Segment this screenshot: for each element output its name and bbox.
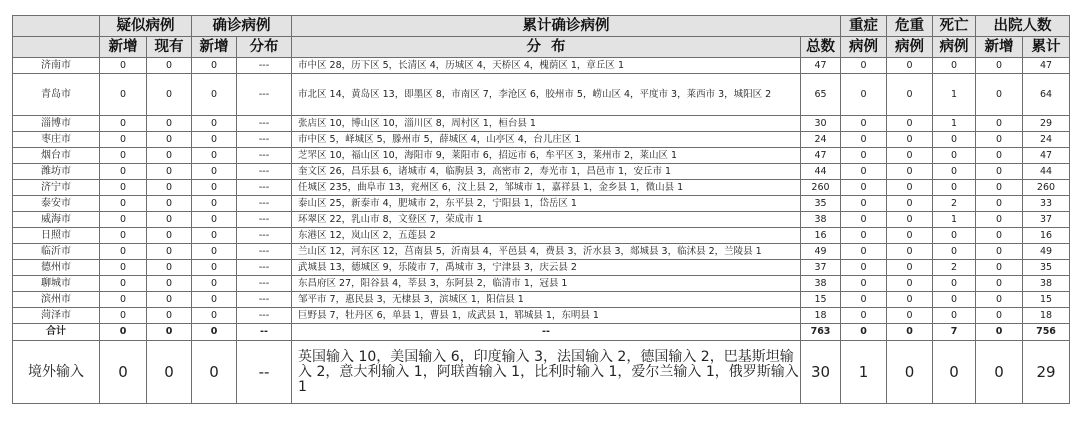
suspected-current-cell: 0 (147, 74, 192, 116)
table-body (13, 58, 1070, 404)
city-cell: 菏泽市 (13, 308, 100, 324)
suspected-current-cell: 0 (147, 341, 192, 404)
city-cell: 青岛市 (13, 74, 100, 116)
discharged-new-cell: 0 (976, 212, 1023, 228)
critical-cell: 0 (887, 308, 933, 324)
header-row-1 (13, 16, 1070, 37)
table-row (13, 74, 1070, 116)
header-discharged-total: 累计 (1023, 37, 1070, 58)
discharged-total-cell: 756 (1023, 324, 1070, 341)
critical-cell: 0 (887, 196, 933, 212)
distribution-cell: 芝罘区 10，福山区 10，海阳市 9，莱阳市 6，招远市 6，牟平区 3，莱州市 2，莱山区 1 (292, 148, 801, 164)
confirmed-new-cell: 0 (192, 276, 237, 292)
table-row (13, 308, 1070, 324)
header-severe: 重症 (841, 16, 887, 37)
severe-cell: 0 (841, 244, 887, 260)
header-suspected-new: 新增 (100, 37, 147, 58)
table-row (13, 292, 1070, 308)
severe-cell: 0 (841, 324, 887, 341)
suspected-current-cell: 0 (147, 196, 192, 212)
discharged-new-cell: 0 (976, 132, 1023, 148)
total-cell: 763 (801, 324, 841, 341)
header-death: 死亡 (933, 16, 976, 37)
distribution-cell: -- (292, 324, 801, 341)
confirmed-distribution-cell: --- (237, 308, 292, 324)
distribution-cell: 兰山区 12，河东区 12，莒南县 5，沂南县 4，平邑县 4，费县 3，沂水县 3，郯城县 3，临沭县 2，兰陵县 1 (292, 244, 801, 260)
table-row (13, 164, 1070, 180)
critical-cell: 0 (887, 58, 933, 74)
total-cell: 44 (801, 164, 841, 180)
distribution-cell: 市中区 5，峄城区 5，滕州市 5，薛城区 4，山亭区 4，台儿庄区 1 (292, 132, 801, 148)
header-city-blank-2 (13, 37, 100, 58)
discharged-new-cell: 0 (976, 260, 1023, 276)
discharged-new-cell: 0 (976, 324, 1023, 341)
table-row (13, 180, 1070, 196)
suspected-new-cell: 0 (100, 228, 147, 244)
death-cell: 0 (933, 148, 976, 164)
suspected-current-cell: 0 (147, 308, 192, 324)
suspected-current-cell: 0 (147, 116, 192, 132)
severe-cell: 0 (841, 148, 887, 164)
discharged-total-cell: 260 (1023, 180, 1070, 196)
discharged-total-cell: 33 (1023, 196, 1070, 212)
critical-cell: 0 (887, 164, 933, 180)
table-row (13, 244, 1070, 260)
header-city-blank (13, 16, 100, 37)
discharged-total-cell: 44 (1023, 164, 1070, 180)
discharged-new-cell: 0 (976, 341, 1023, 404)
suspected-current-cell: 0 (147, 164, 192, 180)
distribution-cell: 泰山区 25，新泰市 4，肥城市 2，东平县 2，宁阳县 1，岱岳区 1 (292, 196, 801, 212)
header-row-2 (13, 37, 1070, 58)
city-cell: 烟台市 (13, 148, 100, 164)
discharged-total-cell: 35 (1023, 260, 1070, 276)
critical-cell: 0 (887, 212, 933, 228)
confirmed-distribution-cell: --- (237, 116, 292, 132)
discharged-new-cell: 0 (976, 292, 1023, 308)
suspected-current-cell: 0 (147, 228, 192, 244)
confirmed-new-cell: 0 (192, 212, 237, 228)
confirmed-new-cell: 0 (192, 308, 237, 324)
header-suspected: 疑似病例 (100, 16, 192, 37)
city-cell: 潍坊市 (13, 164, 100, 180)
critical-cell: 0 (887, 341, 933, 404)
confirmed-new-cell: 0 (192, 324, 237, 341)
death-cell: 0 (933, 244, 976, 260)
city-cell: 德州市 (13, 260, 100, 276)
death-cell: 0 (933, 164, 976, 180)
death-cell: 0 (933, 341, 976, 404)
death-cell: 2 (933, 260, 976, 276)
critical-cell: 0 (887, 324, 933, 341)
discharged-total-cell: 47 (1023, 58, 1070, 74)
city-cell: 滨州市 (13, 292, 100, 308)
suspected-new-cell: 0 (100, 341, 147, 404)
suspected-new-cell: 0 (100, 58, 147, 74)
discharged-new-cell: 0 (976, 58, 1023, 74)
city-cell: 临沂市 (13, 244, 100, 260)
covid-case-table-container (12, 15, 1069, 404)
discharged-total-cell: 24 (1023, 132, 1070, 148)
city-cell: 聊城市 (13, 276, 100, 292)
death-cell: 1 (933, 116, 976, 132)
severe-cell: 0 (841, 228, 887, 244)
distribution-cell: 邹平市 7，惠民县 3，无棣县 3，滨城区 1，阳信县 1 (292, 292, 801, 308)
discharged-total-cell: 64 (1023, 74, 1070, 116)
confirmed-distribution-cell: -- (237, 341, 292, 404)
confirmed-distribution-cell: --- (237, 244, 292, 260)
covid-case-table (12, 15, 1070, 404)
city-cell: 合计 (13, 324, 100, 341)
total-cell: 47 (801, 148, 841, 164)
city-cell: 济宁市 (13, 180, 100, 196)
table-row (13, 132, 1070, 148)
confirmed-new-cell: 0 (192, 228, 237, 244)
suspected-new-cell: 0 (100, 132, 147, 148)
distribution-cell: 市中区 28，历下区 5，长清区 4，历城区 4，天桥区 4，槐荫区 1，章丘区 1 (292, 58, 801, 74)
total-cell: 35 (801, 196, 841, 212)
table-row (13, 212, 1070, 228)
confirmed-new-cell: 0 (192, 148, 237, 164)
confirmed-new-cell: 0 (192, 164, 237, 180)
confirmed-distribution-cell: --- (237, 260, 292, 276)
severe-cell: 0 (841, 58, 887, 74)
suspected-new-cell: 0 (100, 324, 147, 341)
discharged-new-cell: 0 (976, 228, 1023, 244)
discharged-new-cell: 0 (976, 244, 1023, 260)
confirmed-new-cell: 0 (192, 58, 237, 74)
header-confirmed: 确诊病例 (192, 16, 292, 37)
death-cell: 0 (933, 228, 976, 244)
critical-cell: 0 (887, 132, 933, 148)
confirmed-new-cell: 0 (192, 341, 237, 404)
total-row (13, 324, 1070, 341)
confirmed-distribution-cell: --- (237, 228, 292, 244)
header-discharged: 出院人数 (976, 16, 1070, 37)
confirmed-distribution-cell: --- (237, 196, 292, 212)
suspected-new-cell: 0 (100, 196, 147, 212)
suspected-new-cell: 0 (100, 164, 147, 180)
severe-cell: 0 (841, 260, 887, 276)
header-discharged-new: 新增 (976, 37, 1023, 58)
discharged-new-cell: 0 (976, 74, 1023, 116)
death-cell: 0 (933, 132, 976, 148)
city-cell: 淄博市 (13, 116, 100, 132)
discharged-total-cell: 16 (1023, 228, 1070, 244)
distribution-cell: 东昌府区 27，阳谷县 4，莘县 3，东阿县 2，临清市 1，冠县 1 (292, 276, 801, 292)
death-cell: 0 (933, 58, 976, 74)
total-cell: 37 (801, 260, 841, 276)
severe-cell: 0 (841, 308, 887, 324)
confirmed-distribution-cell: --- (237, 292, 292, 308)
suspected-current-cell: 0 (147, 276, 192, 292)
severe-cell: 0 (841, 164, 887, 180)
death-cell: 0 (933, 292, 976, 308)
discharged-total-cell: 49 (1023, 244, 1070, 260)
critical-cell: 0 (887, 74, 933, 116)
city-cell: 日照市 (13, 228, 100, 244)
death-cell: 1 (933, 212, 976, 228)
distribution-cell: 环翠区 22，乳山市 8，文登区 7，荣成市 1 (292, 212, 801, 228)
severe-cell: 0 (841, 180, 887, 196)
discharged-new-cell: 0 (976, 116, 1023, 132)
suspected-current-cell: 0 (147, 260, 192, 276)
confirmed-distribution-cell: --- (237, 180, 292, 196)
header-confirmed-new: 新增 (192, 37, 237, 58)
suspected-current-cell: 0 (147, 132, 192, 148)
header-cumulative-distribution: 分 布 (292, 37, 801, 58)
suspected-current-cell: 0 (147, 180, 192, 196)
confirmed-new-cell: 0 (192, 260, 237, 276)
death-cell: 1 (933, 74, 976, 116)
city-cell: 境外输入 (13, 341, 100, 404)
table-row (13, 260, 1070, 276)
suspected-current-cell: 0 (147, 292, 192, 308)
distribution-cell: 张店区 10，博山区 10，淄川区 8，周村区 1，桓台县 1 (292, 116, 801, 132)
death-cell: 0 (933, 308, 976, 324)
total-cell: 30 (801, 341, 841, 404)
suspected-current-cell: 0 (147, 244, 192, 260)
suspected-new-cell: 0 (100, 292, 147, 308)
suspected-current-cell: 0 (147, 148, 192, 164)
city-cell: 威海市 (13, 212, 100, 228)
distribution-cell: 英国输入 10，美国输入 6，印度输入 3，法国输入 2，德国输入 2，巴基斯坦输入 2，意大利输入 1，阿联酋输入 1，比利时输入 1，爱尔兰输入 1，俄罗斯输入 1 (292, 341, 801, 404)
discharged-new-cell: 0 (976, 196, 1023, 212)
header-confirmed-distribution: 分布 (237, 37, 292, 58)
confirmed-new-cell: 0 (192, 74, 237, 116)
header-critical-cases: 病例 (887, 37, 933, 58)
death-cell: 2 (933, 196, 976, 212)
suspected-current-cell: 0 (147, 58, 192, 74)
discharged-total-cell: 29 (1023, 341, 1070, 404)
discharged-total-cell: 38 (1023, 276, 1070, 292)
city-cell: 济南市 (13, 58, 100, 74)
confirmed-distribution-cell: --- (237, 74, 292, 116)
suspected-new-cell: 0 (100, 116, 147, 132)
header-severe-cases: 病例 (841, 37, 887, 58)
severe-cell: 0 (841, 292, 887, 308)
confirmed-new-cell: 0 (192, 244, 237, 260)
discharged-new-cell: 0 (976, 276, 1023, 292)
suspected-new-cell: 0 (100, 212, 147, 228)
distribution-cell: 东港区 12，岚山区 2，五莲县 2 (292, 228, 801, 244)
suspected-new-cell: 0 (100, 244, 147, 260)
suspected-new-cell: 0 (100, 308, 147, 324)
critical-cell: 0 (887, 228, 933, 244)
total-cell: 49 (801, 244, 841, 260)
death-cell: 7 (933, 324, 976, 341)
confirmed-new-cell: 0 (192, 196, 237, 212)
total-cell: 38 (801, 276, 841, 292)
critical-cell: 0 (887, 148, 933, 164)
confirmed-distribution-cell: --- (237, 276, 292, 292)
critical-cell: 0 (887, 116, 933, 132)
suspected-current-cell: 0 (147, 212, 192, 228)
critical-cell: 0 (887, 276, 933, 292)
total-cell: 38 (801, 212, 841, 228)
discharged-total-cell: 29 (1023, 116, 1070, 132)
total-cell: 15 (801, 292, 841, 308)
confirmed-distribution-cell: --- (237, 212, 292, 228)
confirmed-distribution-cell: --- (237, 164, 292, 180)
total-cell: 47 (801, 58, 841, 74)
confirmed-distribution-cell: --- (237, 132, 292, 148)
total-cell: 16 (801, 228, 841, 244)
severe-cell: 0 (841, 276, 887, 292)
discharged-total-cell: 47 (1023, 148, 1070, 164)
total-cell: 18 (801, 308, 841, 324)
suspected-new-cell: 0 (100, 180, 147, 196)
discharged-new-cell: 0 (976, 308, 1023, 324)
confirmed-distribution-cell: --- (237, 58, 292, 74)
death-cell: 0 (933, 276, 976, 292)
distribution-cell: 市北区 14，黄岛区 13，即墨区 8，市南区 7，李沧区 6，胶州市 5，崂山区 4，平度市 3，莱西市 3，城阳区 2 (292, 74, 801, 116)
discharged-total-cell: 18 (1023, 308, 1070, 324)
total-cell: 30 (801, 116, 841, 132)
total-cell: 24 (801, 132, 841, 148)
distribution-cell: 奎文区 26，昌乐县 6，诸城市 4，临朐县 3，高密市 2，寿光市 1，昌邑市 1，安丘市 1 (292, 164, 801, 180)
table-row (13, 58, 1070, 74)
critical-cell: 0 (887, 292, 933, 308)
total-cell: 65 (801, 74, 841, 116)
table-row (13, 228, 1070, 244)
severe-cell: 0 (841, 196, 887, 212)
discharged-total-cell: 37 (1023, 212, 1070, 228)
discharged-total-cell: 15 (1023, 292, 1070, 308)
critical-cell: 0 (887, 180, 933, 196)
suspected-new-cell: 0 (100, 74, 147, 116)
city-cell: 枣庄市 (13, 132, 100, 148)
table-header (13, 16, 1070, 58)
header-cumulative: 累计确诊病例 (292, 16, 841, 37)
table-row (13, 116, 1070, 132)
suspected-current-cell: 0 (147, 324, 192, 341)
discharged-new-cell: 0 (976, 180, 1023, 196)
header-death-cases: 病例 (933, 37, 976, 58)
suspected-new-cell: 0 (100, 260, 147, 276)
confirmed-new-cell: 0 (192, 116, 237, 132)
discharged-new-cell: 0 (976, 164, 1023, 180)
table-row (13, 276, 1070, 292)
confirmed-distribution-cell: -- (237, 324, 292, 341)
critical-cell: 0 (887, 244, 933, 260)
critical-cell: 0 (887, 260, 933, 276)
city-cell: 泰安市 (13, 196, 100, 212)
suspected-new-cell: 0 (100, 276, 147, 292)
distribution-cell: 巨野县 7，牡丹区 6，单县 1，曹县 1，成武县 1，郓城县 1，东明县 1 (292, 308, 801, 324)
suspected-new-cell: 0 (100, 148, 147, 164)
header-suspected-current: 现有 (147, 37, 192, 58)
death-cell: 0 (933, 180, 976, 196)
distribution-cell: 任城区 235，曲阜市 13，兖州区 6，汶上县 2，邹城市 1，嘉祥县 1，金乡县 1，微山县 1 (292, 180, 801, 196)
imported-cases-row (13, 341, 1070, 404)
header-critical: 危重 (887, 16, 933, 37)
header-cumulative-total: 总数 (801, 37, 841, 58)
confirmed-new-cell: 0 (192, 292, 237, 308)
total-cell: 260 (801, 180, 841, 196)
severe-cell: 0 (841, 116, 887, 132)
severe-cell: 1 (841, 341, 887, 404)
distribution-cell: 武城县 13，德城区 9，乐陵市 7，禹城市 3，宁津县 3，庆云县 2 (292, 260, 801, 276)
severe-cell: 0 (841, 74, 887, 116)
table-row (13, 196, 1070, 212)
confirmed-new-cell: 0 (192, 132, 237, 148)
confirmed-distribution-cell: --- (237, 148, 292, 164)
severe-cell: 0 (841, 212, 887, 228)
confirmed-new-cell: 0 (192, 180, 237, 196)
severe-cell: 0 (841, 132, 887, 148)
discharged-new-cell: 0 (976, 148, 1023, 164)
table-row (13, 148, 1070, 164)
